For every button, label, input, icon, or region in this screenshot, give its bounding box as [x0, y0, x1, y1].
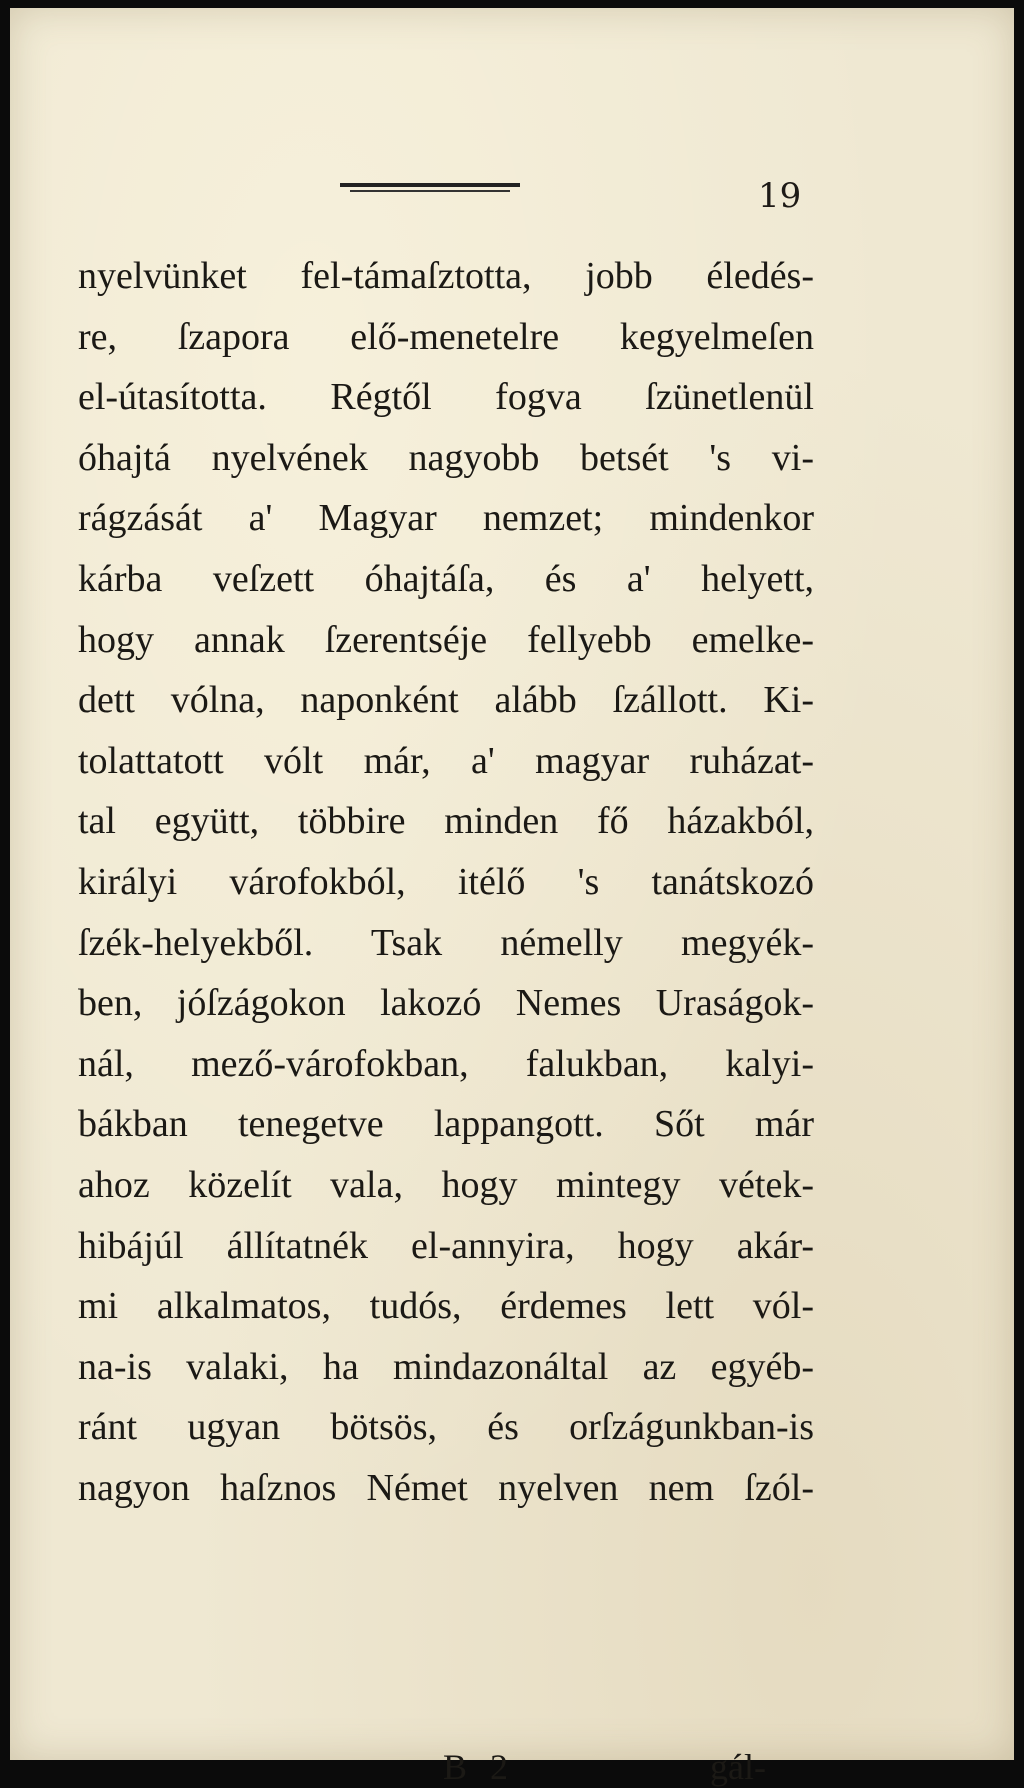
text-line: óhajtá nyelvének nagyobb betsét 's vi-: [78, 436, 814, 479]
book-page: [10, 8, 1014, 1787]
text-line: rágzását a' Magyar nemzet; mindenkor: [78, 497, 814, 540]
text-line: mi alkalmatos, tudós, érdemes lett vól-: [78, 1285, 814, 1328]
text-line: re, ſzapora elő-menetelre kegyelmeſen: [78, 315, 814, 358]
text-line: nagyon haſznos Német nyelven nem ſzól-: [78, 1466, 814, 1509]
text-line: tal együtt, többire minden fő házakból,: [78, 800, 814, 843]
header-rule-thick: [340, 183, 520, 187]
page-number: 19: [758, 176, 802, 216]
text-line: tolattatott vólt már, a' magyar ruházat-: [78, 739, 814, 782]
header-rule-thin: [350, 190, 510, 192]
text-line: el-útasította. Régtől fogva ſzünetlenül: [78, 376, 814, 419]
body-text: [78, 246, 814, 1518]
text-line: ſzék-helyekből. Tsak némelly megyék-: [78, 921, 814, 964]
text-line: királyi várofokból, itélő 's tanátskozó: [78, 860, 814, 903]
text-line: nyelvünket fel-támaſztotta, jobb éledés-: [78, 255, 814, 297]
text-line: dett vólna, naponként alább ſzállott. Ki-: [78, 679, 814, 722]
signature-mark: B 2: [443, 1747, 509, 1787]
text-line: bákban tenegetve lappangott. Sőt már: [78, 1103, 814, 1146]
text-line: hibájúl állítatnék el-annyira, hogy akár-: [78, 1224, 814, 1267]
text-line: nál, mező-várofokban, falukban, kalyi-: [78, 1042, 814, 1085]
text-line: ahoz közelít vala, hogy mintegy vétek-: [78, 1163, 814, 1206]
text-line: na-is valaki, ha mindazonáltal az egyéb-: [78, 1345, 814, 1388]
text-line: kárba veſzett óhajtáſa, és a' helyett,: [78, 557, 814, 600]
text-line: ben, jóſzágokon lakozó Nemes Uraságok-: [78, 982, 814, 1025]
text-line: ránt ugyan bötsös, és orſzágunkban-is: [78, 1406, 814, 1449]
catchword: gál-: [710, 1747, 766, 1787]
text-line: hogy annak ſzerentséje fellyebb emelke-: [78, 618, 814, 661]
header-rule: [340, 183, 520, 193]
